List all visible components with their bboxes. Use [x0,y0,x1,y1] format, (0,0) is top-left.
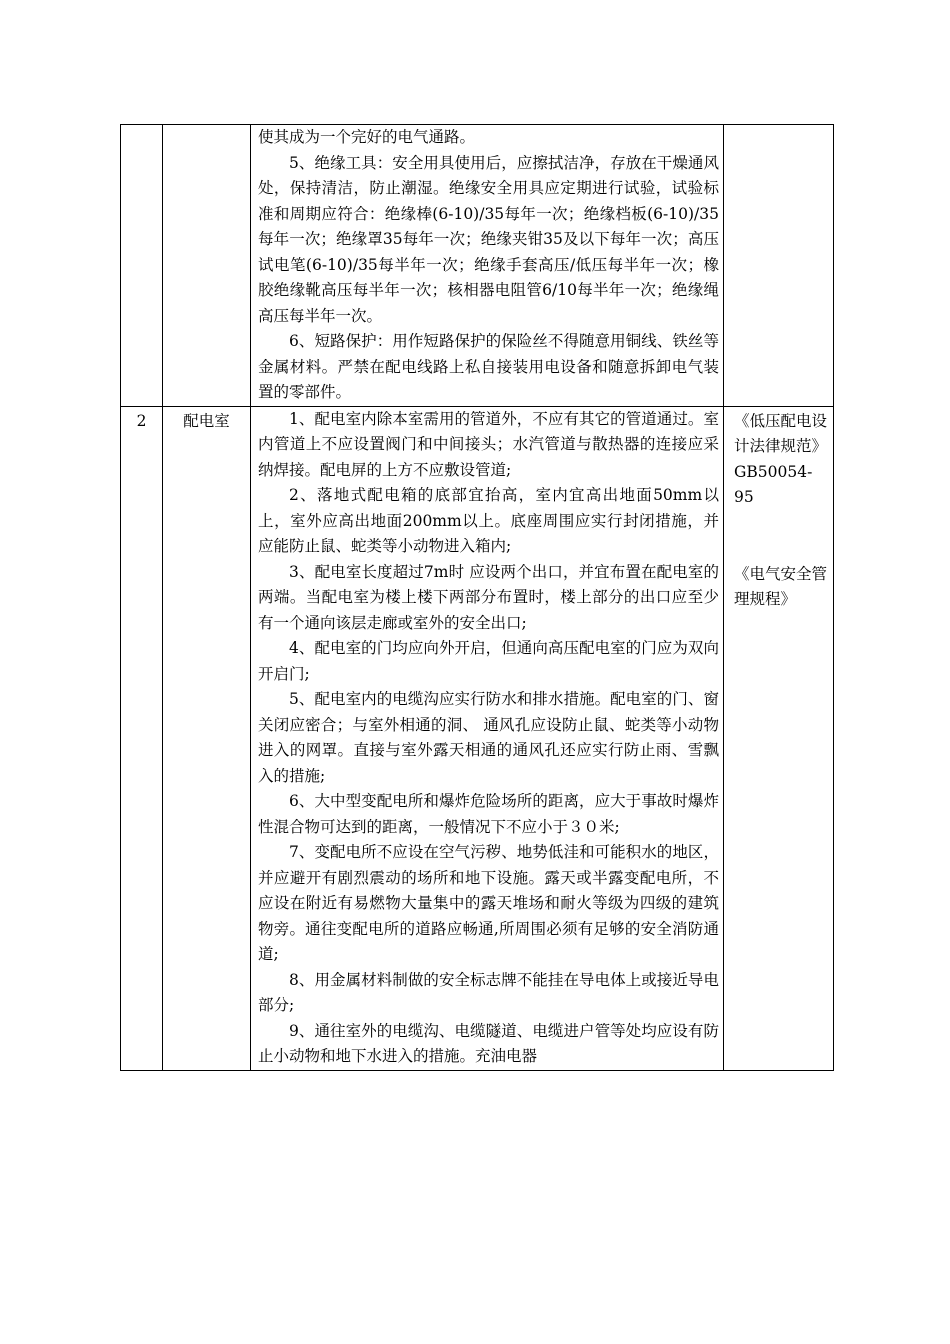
row-number: 2 [136,411,147,430]
requirement-paragraph: 1、配电室内除本室需用的管道外，不应有其它的管道通过。室内管道上不应设置阀门和中间接头；水汽管道与散热器的连接应采纳焊接。配电屏的上方不应敷设管道; [258,409,719,479]
requirement-paragraph: 8、用金属材料制做的安全标志牌不能挂在导电体上或接近导电部分; [258,970,719,1014]
row-number-cell [121,125,163,407]
table-row [121,125,834,407]
row-number-cell [121,406,163,1070]
location-cell [163,406,251,1070]
table-row [121,406,834,1070]
requirement-paragraph: 6、短路保护：用作短路保护的保险丝不得随意用铜线、铁丝等金属材料。严禁在配电线路上私自接装用电设备和随意拆卸电气装置的零部件。 [258,332,719,401]
requirement-paragraph: 5、绝缘工具：安全用具使用后，应擦拭洁净，存放在干燥通风处，保持清洁，防止潮湿。绝缘安全用具应定期进行试验，试验标准和周期应符合：绝缘棒(6-10)/35每年一次；绝缘档板(6-10)/35每年一次；绝缘罩35每年一次；绝缘夹钳35及以下每年一次；高压试电笔(6-10)/35每半年一次；绝缘手套高压/低压每半年一次；橡胶绝缘靴高压每半年一次；核相器电阻管6/10每半年一次；绝缘绳高压每半年一次。 [258,153,719,325]
reference-cell [724,406,834,1070]
requirement-paragraph: 4、配电室的门均应向外开启，但通向高压配电室的门应为双向开启门; [258,639,719,683]
reference-cell [724,125,834,407]
requirement-paragraph: 6、大中型变配电所和爆炸危险场所的距离，应大于事故时爆炸性混合物可达到的距离，一般情况下不应小于３０米; [258,792,719,836]
reference-standard: 《低压配电设计法律规范》GB50054-95 [734,411,828,506]
requirement-paragraph: 使其成为一个完好的电气通路。 [258,128,476,146]
requirement-paragraph: 3、配电室长度超过7m时 应设两个出口，并宜布置在配电室的两端。当配电室为楼上楼下两部分布置时，楼上部分的出口应至少有一个通向该层走廊或室外的安全出口; [258,562,719,632]
requirement-paragraph: 7、变配电所不应设在空气污秽、地势低洼和可能积水的地区， 并应避开有剧烈震动的场所和地下设施。露天或半露变配电所，不应设在附近有易燃物大量集中的露天堆场和耐火等级为四级的建筑物旁。通往变配电所的道路应畅通,所周围必须有足够的安全消防通道; [258,843,719,963]
requirement-paragraph: 9、通往室外的电缆沟、电缆隧道、电缆进户管等处均应设有防止小动物和地下水进入的措施。充油电器 [258,1021,719,1065]
location-name: 配电室 [183,411,230,430]
reference-standard: 《电气安全管理规程》 [734,564,828,608]
requirements-cell [251,125,724,407]
requirements-cell [251,406,724,1070]
regulation-table [120,124,834,1071]
location-cell [163,125,251,407]
requirement-paragraph: 2、落地式配电箱的底部宜抬高，室内宜高出地面50mm以上，室外应高出地面200mm以上。底座周围应实行封闭措施，并应能防止鼠、蛇类等小动物进入箱内; [258,486,719,555]
requirement-paragraph: 5、配电室内的电缆沟应实行防水和排水措施。配电室的门、窗关闭应密合；与室外相通的洞、 通风孔应设防止鼠、蛇类等小动物进入的网罩。直接与室外露天相通的通风孔还应实行防止雨、雪飘入的措施; [258,690,719,785]
